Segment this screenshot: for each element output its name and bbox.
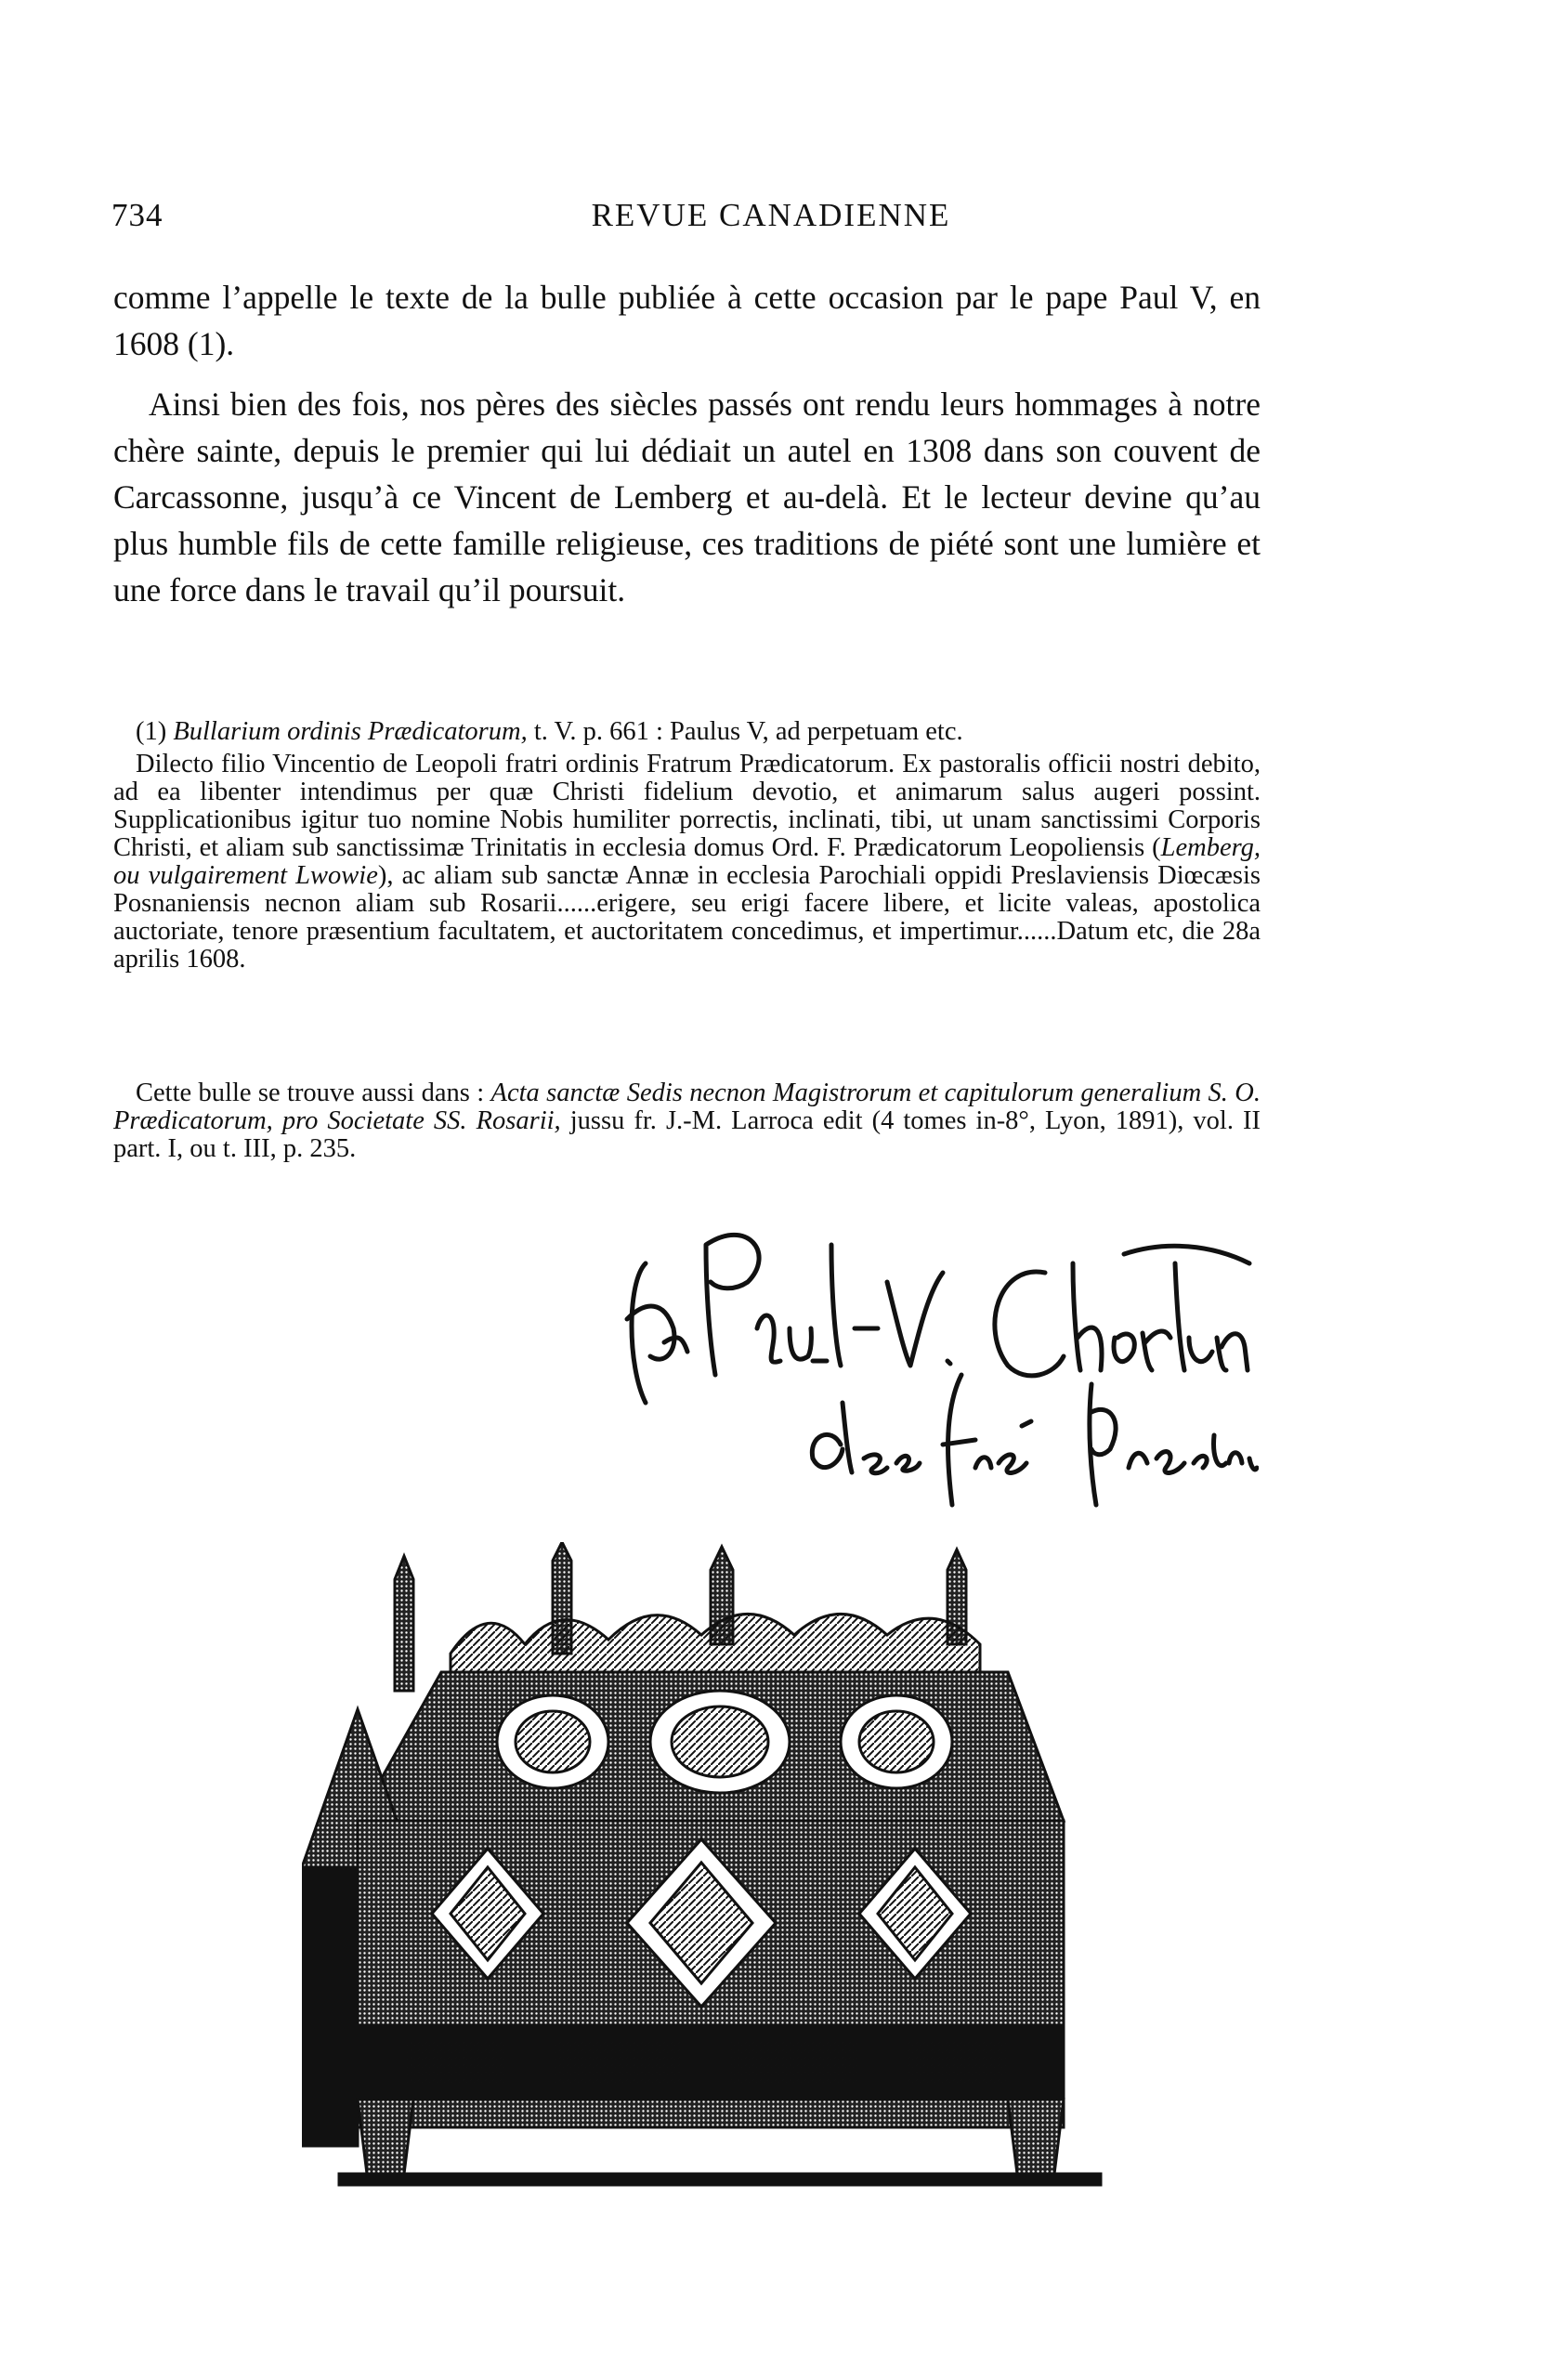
page-number: 734 (111, 197, 163, 233)
latin-text-italic: Lemberg, ou vulgairement Lwowie (113, 833, 1261, 890)
body-paragraph-1 (113, 274, 1261, 367)
handwritten-signature (608, 1189, 1259, 1523)
body-paragraph-2 (113, 381, 1261, 613)
footnote-latin-text (113, 751, 1261, 974)
footnote-citation-line (113, 718, 1261, 746)
source-note-b: jussu fr. J.-M. Larroca edit (4 tomes in-8°, Lyon, 1891), vol. II part. I, ou t. III, p. 235. (113, 1106, 1261, 1163)
latin-text-a: Dilecto filio Vincentio de Leopoli fratri ordinis Fratrum Prædicatorum. Ex pastoralis officii nostri debito, ad ea libenter intendimus per quæ Christi fidelium devotio, et animarum salus augeri possint. Supplicationibus igitur tuo nomine Nobis humiliter porrectis, inclinati, tibi, ut unam sanctissimi Corporis Christi, et aliam sub sanctissimæ Trinitatis in ecclesia domus Ord. F. Prædicatorum Leopoliensis ( (113, 750, 1261, 862)
footnote-latin-paragraph (113, 751, 1261, 974)
reliquary-illustration (302, 1542, 1138, 2248)
latin-text-b: ), ac aliam sub sanctæ Annæ in ecclesia Parochiali oppidi Preslaviensis Diœcæsis Posnaniensis necnon aliam sub Rosarii......erigere, seu erigi facere libere, et licite valeas, apostolica auctoriate, tenore præsentium facultatem, et auctoritatem concedimus, et impertimur......Datum etc, die 28a aprilis 1608. (113, 861, 1261, 974)
body-paragraph-2-text: Ainsi bien des fois, nos pères des siècles passés ont rendu leurs hommages à notre chère sainte, depuis le premier qui lui dédiait un autel en 1308 dans son couvent de Carcassonne, jusqu’à ce Vincent de Lemberg et au-delà. Et le lecteur devine qu’au plus humble fils de cette famille religieuse, ces traditions de piété sont une lumière et une force dans le travail qu’il poursuit. (113, 386, 1261, 608)
footnote-cite-title: Bullarium ordinis Prædicatorum, (173, 717, 528, 746)
running-head: REVUE CANADIENNE (591, 197, 951, 233)
footnote-marker: (1) (136, 717, 167, 746)
source-note-italic: Acta sanctæ Sedis necnon Magistrorum et capitulorum generalium S. O. Prædicatorum, pro Societate SS. Rosarii, (113, 1079, 1261, 1135)
footnote-source-paragraph (113, 1079, 1261, 1163)
footnote-citation (113, 718, 1261, 746)
body-paragraph-1-text: comme l’appelle le texte de la bulle publiée à cette occasion par le pape Paul V, en 1608 (1). (113, 279, 1261, 362)
footnote-source-note (113, 1079, 1261, 1163)
footnote-cite-rest: t. V. p. 661 : Paulus V, ad perpetuam etc. (533, 717, 963, 746)
source-note-a: Cette bulle se trouve aussi dans : (136, 1079, 491, 1107)
